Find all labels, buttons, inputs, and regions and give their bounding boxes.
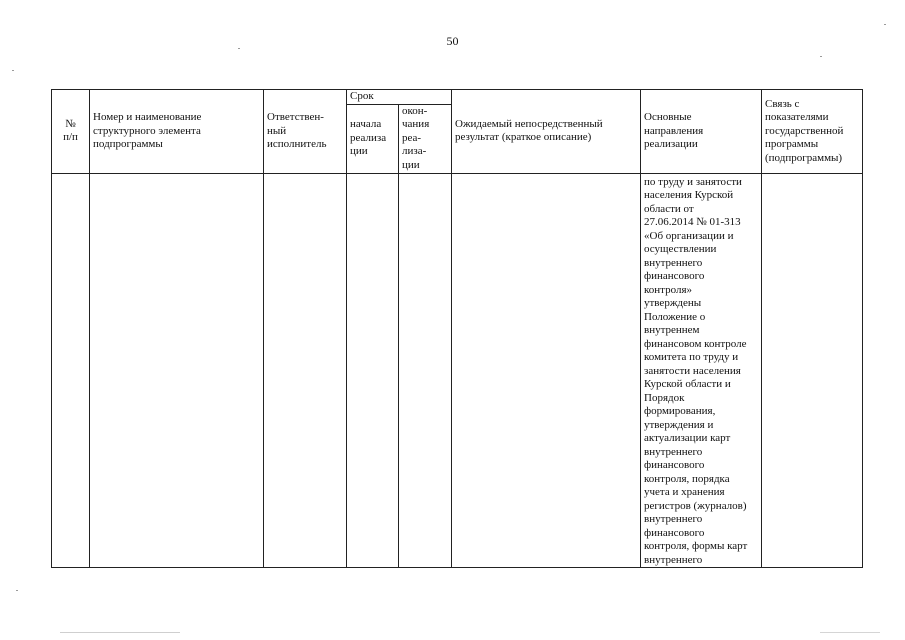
scan-speck: [820, 632, 880, 633]
scan-speck: [12, 70, 14, 71]
cell-directions: по труду и занятости населения Курской области от 27.06.2014 № 01-313 «Об организации и осуществлении внутреннего финансового контроля» утверждены Положение о внутреннем финансовом контроле комитета по труду и занятости населения Курской области и Порядок формирования, утверждения и актуализации карт внутреннего финансового контроля, порядка учета и хранения регистров (журналов) внутреннего финансового контроля, формы карт внутреннего: [641, 173, 762, 568]
cell-structural-element: [90, 173, 264, 568]
scan-speck: [60, 632, 180, 633]
scan-speck: [16, 590, 18, 591]
cell-expected-result: [452, 173, 641, 568]
cell-term-end: [399, 173, 452, 568]
page-number: 50: [446, 34, 459, 48]
cell-term-start: [347, 173, 399, 568]
header-number: № п/п: [52, 90, 90, 174]
cell-number: [52, 173, 90, 568]
cell-executor: [264, 173, 347, 568]
cell-program-link: [762, 173, 863, 568]
header-program-link: Связь с показателями государственной программы (подпрограммы): [762, 90, 863, 174]
table-row: [52, 173, 863, 568]
header-term-end: окон- чания реа- лиза- ции: [399, 104, 452, 173]
header-term-start: начала реализа ции: [347, 104, 399, 173]
scan-speck: [884, 24, 886, 25]
scan-speck: [820, 56, 822, 57]
header-term: Срок: [347, 90, 452, 105]
program-table: [51, 89, 863, 568]
scan-speck: [238, 48, 240, 49]
header-executor: Ответствен- ный исполнитель: [264, 90, 347, 174]
header-structural-element: Номер и наименование структурного элемента подпрограммы: [90, 90, 264, 174]
header-directions: Основные направления реализации: [641, 90, 762, 174]
header-expected-result: Ожидаемый непосредственный результат (краткое описание): [452, 90, 641, 174]
